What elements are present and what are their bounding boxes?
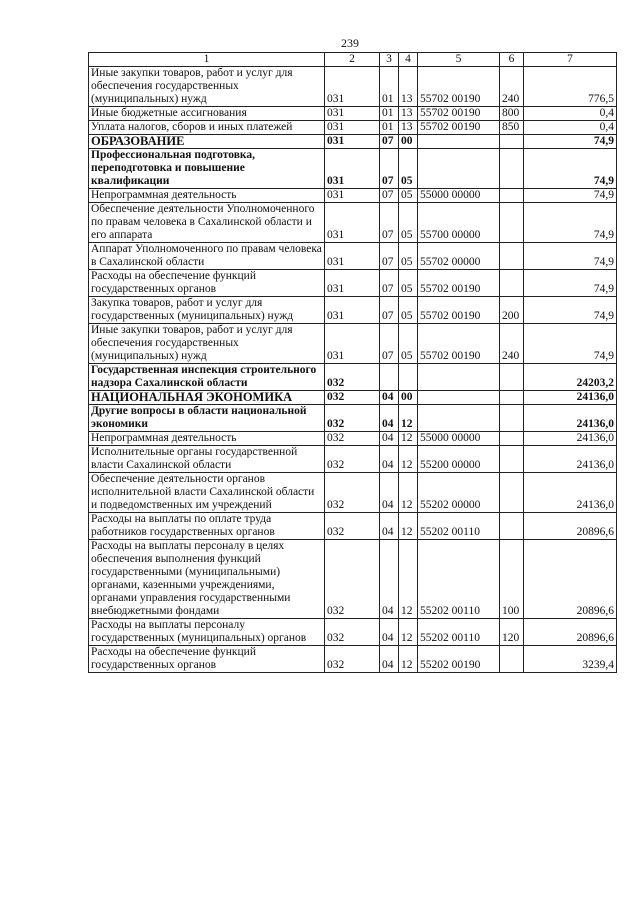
- row-name: Обеспечение деятельности органов исполнительной власти Сахалинской области и подведомственных им учреждений: [89, 473, 325, 513]
- row-target-article: 55200 00000: [418, 446, 500, 473]
- table-row: [89, 473, 617, 513]
- row-section: [380, 364, 399, 391]
- row-section: 07: [380, 324, 399, 364]
- row-subsection: 05: [399, 270, 418, 297]
- row-code: 031: [325, 324, 380, 364]
- row-section: 04: [380, 391, 399, 405]
- row-amount: 20896,6: [524, 619, 617, 646]
- row-code: 031: [325, 67, 380, 107]
- row-expense-type: [500, 243, 524, 270]
- row-subsection: [399, 364, 418, 391]
- row-target-article: 55700 00000: [418, 203, 500, 243]
- budget-table: [88, 52, 617, 673]
- row-expense-type: [500, 135, 524, 149]
- row-section: 04: [380, 446, 399, 473]
- row-section: 07: [380, 297, 399, 324]
- row-section: 04: [380, 513, 399, 540]
- row-target-article: 55702 00190: [418, 107, 500, 121]
- row-target-article: 55202 00110: [418, 540, 500, 619]
- row-target-article: [418, 364, 500, 391]
- row-amount: 74,9: [524, 189, 617, 203]
- table-row: [89, 149, 617, 189]
- row-section: 07: [380, 243, 399, 270]
- row-target-article: 55702 00190: [418, 270, 500, 297]
- row-amount: 0,4: [524, 107, 617, 121]
- row-code: 031: [325, 243, 380, 270]
- table-row: [89, 646, 617, 673]
- row-amount: 3239,4: [524, 646, 617, 673]
- row-expense-type: [500, 405, 524, 432]
- row-target-article: 55702 00190: [418, 121, 500, 135]
- row-expense-type: [500, 270, 524, 297]
- row-amount: 24136,0: [524, 391, 617, 405]
- row-amount: 0,4: [524, 121, 617, 135]
- row-amount: 20896,6: [524, 513, 617, 540]
- row-code: 032: [325, 619, 380, 646]
- row-target-article: 55202 00110: [418, 513, 500, 540]
- row-expense-type: 200: [500, 297, 524, 324]
- row-amount: 74,9: [524, 149, 617, 189]
- row-name: Иные бюджетные ассигнования: [89, 107, 325, 121]
- table-row: [89, 405, 617, 432]
- table-row: [89, 107, 617, 121]
- header-col-7: 7: [524, 53, 617, 67]
- row-section: 04: [380, 619, 399, 646]
- row-target-article: [418, 149, 500, 189]
- row-amount: 74,9: [524, 243, 617, 270]
- row-expense-type: [500, 149, 524, 189]
- row-code: 032: [325, 540, 380, 619]
- row-subsection: 12: [399, 446, 418, 473]
- table-row: [89, 364, 617, 391]
- row-code: 031: [325, 135, 380, 149]
- page-number: 239: [341, 36, 359, 50]
- row-section: 04: [380, 540, 399, 619]
- table-row: [89, 203, 617, 243]
- row-section: 04: [380, 473, 399, 513]
- row-target-article: 55702 00000: [418, 243, 500, 270]
- table-row: [89, 446, 617, 473]
- row-code: 032: [325, 405, 380, 432]
- row-code: 032: [325, 446, 380, 473]
- header-col-5: 5: [418, 53, 500, 67]
- row-expense-type: 800: [500, 107, 524, 121]
- row-code: 031: [325, 203, 380, 243]
- table-row: [89, 67, 617, 107]
- row-target-article: 55202 00000: [418, 473, 500, 513]
- header-col-6: 6: [500, 53, 524, 67]
- row-section: 07: [380, 270, 399, 297]
- header-col-3: 3: [380, 53, 399, 67]
- table-row: [89, 324, 617, 364]
- row-amount: 20896,6: [524, 540, 617, 619]
- table-row: [89, 243, 617, 270]
- table-row: [89, 432, 617, 446]
- row-subsection: 12: [399, 513, 418, 540]
- row-expense-type: [500, 364, 524, 391]
- row-expense-type: [500, 432, 524, 446]
- row-subsection: 05: [399, 149, 418, 189]
- row-name: Другие вопросы в области национальной экономики: [89, 405, 325, 432]
- row-name: Закупка товаров, работ и услуг для государственных (муниципальных) нужд: [89, 297, 325, 324]
- row-section: 01: [380, 67, 399, 107]
- row-subsection: 12: [399, 540, 418, 619]
- header-col-4: 4: [399, 53, 418, 67]
- row-expense-type: 100: [500, 540, 524, 619]
- table-row: [89, 619, 617, 646]
- row-section: 01: [380, 121, 399, 135]
- row-name: Непрограммная деятельность: [89, 189, 325, 203]
- row-name: Расходы на обеспечение функций государственных органов: [89, 270, 325, 297]
- row-code: 031: [325, 270, 380, 297]
- row-expense-type: 240: [500, 67, 524, 107]
- table-row: [89, 135, 617, 149]
- row-target-article: 55202 00110: [418, 619, 500, 646]
- row-amount: 74,9: [524, 324, 617, 364]
- row-amount: 24136,0: [524, 405, 617, 432]
- row-target-article: 55702 00190: [418, 297, 500, 324]
- row-subsection: 12: [399, 432, 418, 446]
- header-col-1: 1: [89, 53, 325, 67]
- row-amount: 74,9: [524, 297, 617, 324]
- row-subsection: 05: [399, 203, 418, 243]
- row-expense-type: [500, 513, 524, 540]
- row-amount: 24203,2: [524, 364, 617, 391]
- row-section: 07: [380, 203, 399, 243]
- row-target-article: 55202 00190: [418, 646, 500, 673]
- row-name: Исполнительные органы государственной власти Сахалинской области: [89, 446, 325, 473]
- row-section: 07: [380, 189, 399, 203]
- row-code: 032: [325, 473, 380, 513]
- row-target-article: [418, 405, 500, 432]
- row-subsection: 05: [399, 189, 418, 203]
- row-name: Расходы на выплаты по оплате труда работников государственных органов: [89, 513, 325, 540]
- row-code: 031: [325, 297, 380, 324]
- row-name: Уплата налогов, сборов и иных платежей: [89, 121, 325, 135]
- row-expense-type: 120: [500, 619, 524, 646]
- row-amount: 24136,0: [524, 432, 617, 446]
- row-target-article: 55702 00190: [418, 67, 500, 107]
- row-code: 032: [325, 646, 380, 673]
- row-expense-type: [500, 446, 524, 473]
- row-amount: 74,9: [524, 135, 617, 149]
- row-code: 032: [325, 364, 380, 391]
- row-subsection: 12: [399, 646, 418, 673]
- row-section: 04: [380, 432, 399, 446]
- row-name: Расходы на обеспечение функций государственных органов: [89, 646, 325, 673]
- row-target-article: [418, 391, 500, 405]
- row-section: 04: [380, 405, 399, 432]
- row-name: Государственная инспекция строительного надзора Сахалинской области: [89, 364, 325, 391]
- row-amount: 24136,0: [524, 446, 617, 473]
- row-expense-type: [500, 391, 524, 405]
- row-name: Профессиональная подготовка, переподготовка и повышение квалификации: [89, 149, 325, 189]
- row-subsection: 13: [399, 121, 418, 135]
- row-subsection: 05: [399, 243, 418, 270]
- row-name: Расходы на выплаты персоналу в целях обеспечения выполнения функций государственными (муниципальными) органами, казенными учреждениями, органами управления государственными внебюджетными фондами: [89, 540, 325, 619]
- row-code: 031: [325, 189, 380, 203]
- header-row: [89, 53, 617, 67]
- row-subsection: 13: [399, 107, 418, 121]
- row-target-article: [418, 135, 500, 149]
- row-subsection: 12: [399, 473, 418, 513]
- row-code: 031: [325, 149, 380, 189]
- row-subsection: 05: [399, 324, 418, 364]
- row-name: ОБРАЗОВАНИЕ: [89, 135, 325, 149]
- table-row: [89, 391, 617, 405]
- table-row: [89, 270, 617, 297]
- row-subsection: 00: [399, 391, 418, 405]
- row-expense-type: [500, 203, 524, 243]
- row-subsection: 12: [399, 619, 418, 646]
- row-subsection: 05: [399, 297, 418, 324]
- row-code: 031: [325, 121, 380, 135]
- row-section: 04: [380, 646, 399, 673]
- row-subsection: 12: [399, 405, 418, 432]
- row-target-article: 55702 00190: [418, 324, 500, 364]
- row-amount: 24136,0: [524, 473, 617, 513]
- row-section: 07: [380, 149, 399, 189]
- row-code: 032: [325, 513, 380, 540]
- row-expense-type: [500, 646, 524, 673]
- row-name: Иные закупки товаров, работ и услуг для обеспечения государственных (муниципальных) нужд: [89, 324, 325, 364]
- row-target-article: 55000 00000: [418, 189, 500, 203]
- row-name: Иные закупки товаров, работ и услуг для обеспечения государственных (муниципальных) нужд: [89, 67, 325, 107]
- row-amount: 74,9: [524, 270, 617, 297]
- row-code: 032: [325, 432, 380, 446]
- row-amount: 74,9: [524, 203, 617, 243]
- row-expense-type: 850: [500, 121, 524, 135]
- row-expense-type: [500, 189, 524, 203]
- header-col-2: 2: [325, 53, 380, 67]
- table-row: [89, 189, 617, 203]
- row-name: НАЦИОНАЛЬНАЯ ЭКОНОМИКА: [89, 391, 325, 405]
- row-name: Расходы на выплаты персоналу государственных (муниципальных) органов: [89, 619, 325, 646]
- table-row: [89, 121, 617, 135]
- row-name: Аппарат Уполномоченного по правам человека в Сахалинской области: [89, 243, 325, 270]
- table-row: [89, 297, 617, 324]
- row-section: 07: [380, 135, 399, 149]
- row-name: Обеспечение деятельности Уполномоченного по правам человека в Сахалинской области и его аппарата: [89, 203, 325, 243]
- row-name: Непрограммная деятельность: [89, 432, 325, 446]
- row-amount: 776,5: [524, 67, 617, 107]
- row-code: 031: [325, 107, 380, 121]
- row-expense-type: 240: [500, 324, 524, 364]
- row-target-article: 55000 00000: [418, 432, 500, 446]
- table-row: [89, 513, 617, 540]
- row-subsection: 00: [399, 135, 418, 149]
- table-row: [89, 540, 617, 619]
- row-expense-type: [500, 473, 524, 513]
- row-subsection: 13: [399, 67, 418, 107]
- row-section: 01: [380, 107, 399, 121]
- row-code: 032: [325, 391, 380, 405]
